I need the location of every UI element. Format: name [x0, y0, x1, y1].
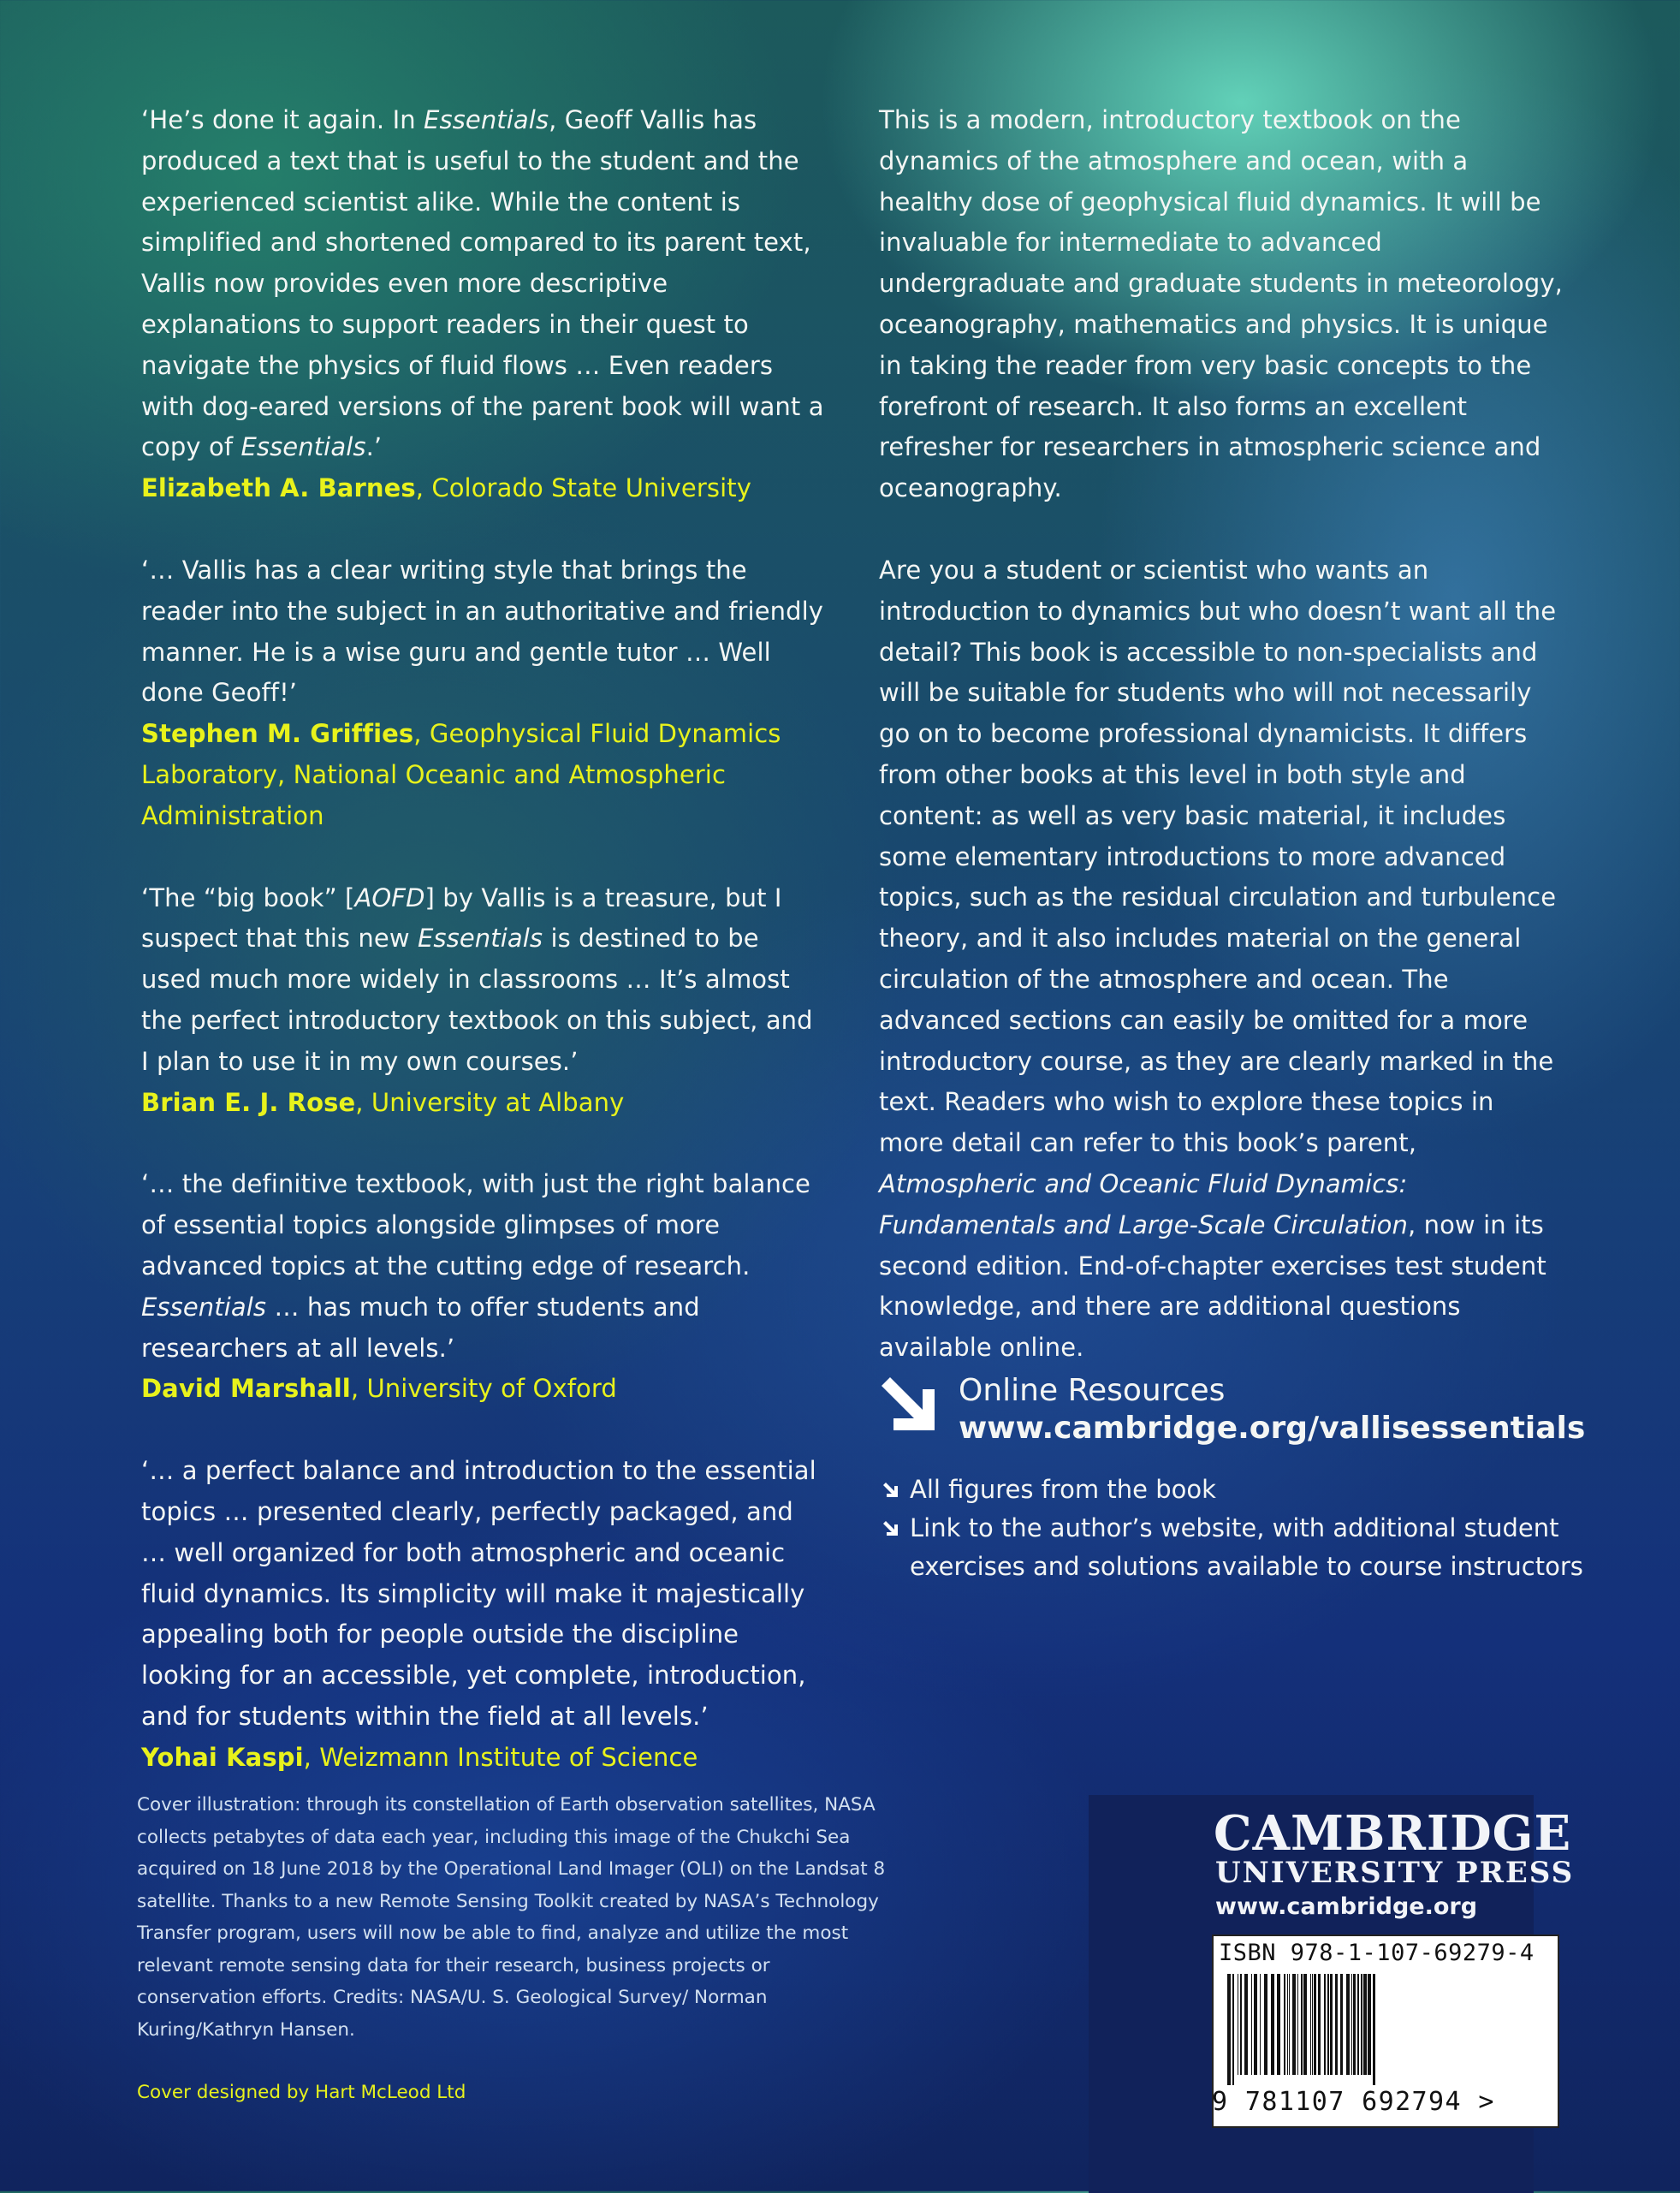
endorsement-quote: ‘… the definitive textbook, with just the right balance of essential topics alongside glimpses of more advanced topics at the cutting edge of research. Essentials … has much to offer students and researchers at all levels.’ David Marshall, University of Oxford [141, 1169, 810, 1404]
online-resources-title: Online Resources [959, 1373, 1226, 1408]
publisher-name: CAMBRIDGE [1214, 1805, 1572, 1862]
barcode-bar [1361, 1974, 1362, 2075]
barcode-bar [1346, 1974, 1350, 2075]
description-paragraph [879, 550, 1564, 1369]
barcode-bar [1244, 1974, 1248, 2075]
italic-text: Essentials [424, 105, 549, 134]
italic-text: AOFD [354, 883, 425, 912]
text-run: ‘… the definitive textbook, with just the right balance of essential topics alongside glimpses of more advanced topics at the cutting edge of research. [141, 1169, 810, 1281]
italic-text: Essentials [141, 1292, 267, 1322]
text-run: ] by Vallis is a treasure, but I suspect that this new [141, 883, 782, 954]
endorser-affiliation: University of Oxford [366, 1374, 617, 1404]
italic-text: Atmospheric and Oceanic Fluid Dynamics: Fundamentals and Large-Scale Circulation [879, 1168, 1408, 1239]
arrow-down-right-icon [875, 1372, 936, 1437]
endorsement-quote: ‘… Vallis has a clear writing style that brings the reader into the subject in an authoritative and friendly manner. He is a wise guru and gentle tutor … Well done Geoff!’ Stephen M. Griffies, Geophysical Fluid Dynamics Laboratory, National Oceanic and Atmospheric Administration [141, 555, 824, 830]
text-run: , now in its second edition. End-of-chapter exercises test student knowledge, and there are additional questions available online. [879, 1209, 1546, 1363]
description-paragraph [879, 100, 1564, 509]
barcode-bar [1312, 1974, 1313, 2075]
barcode-bar [1368, 1974, 1371, 2075]
barcode-bar [1264, 1974, 1267, 2075]
endorser-affiliation: University at Albany [371, 1087, 625, 1117]
endorser-name: Stephen M. Griffies [141, 719, 414, 749]
list-item [882, 1471, 1583, 1509]
list-item [882, 1509, 1583, 1586]
endorser-affiliation: Geophysical Fluid Dynamics Laboratory, National Oceanic and Atmospheric Administration [141, 719, 781, 830]
barcode-bar [1232, 1974, 1234, 2085]
barcode-bar [1251, 1974, 1252, 2075]
barcode-bar [1297, 1974, 1298, 2075]
cover-credits: Cover illustration: through its constellation of Earth observation satellites, NASA collects petabytes of data each year, including this image of the Chukchi Sea acquired on 18 June 2018 by the Operational Land Imager (OLI) on the Landsat 8 satellite. Thanks to a new Remote Sensing Toolkit created by NASA’s Technology Transfer program, users will now be able to find, analyze and utilize the most relevant remote sensing data for their research, business projects or conservation efforts. Credits: NASA/U. S. Geological Survey/ Norman Kuring/Kathryn Hansen. [137, 1794, 886, 2041]
italic-text: Essentials [240, 432, 366, 462]
barcode-bar [1335, 1974, 1338, 2075]
endorser-affiliation: Colorado State University [431, 473, 751, 503]
resource-list [882, 1471, 1583, 1586]
arrow-down-right-icon [882, 1481, 900, 1500]
barcode-bar [1318, 1974, 1321, 2075]
barcode-bar [1373, 1974, 1375, 2085]
endorser-name: Brian E. J. Rose [141, 1087, 356, 1117]
barcode-bar [1240, 1974, 1242, 2075]
barcode-image [1224, 1974, 1542, 2085]
barcode-bar [1271, 1974, 1274, 2075]
isbn-digits: 9 781107 692794 > [1212, 2087, 1495, 2117]
barcode-bar [1330, 1974, 1333, 2075]
publisher-url: www.cambridge.org [1215, 1893, 1478, 1920]
endorser-name: Elizabeth A. Barnes [141, 473, 416, 503]
barcode-bar [1284, 1974, 1285, 2075]
description-column [879, 100, 1564, 1410]
barcode-bar [1314, 1974, 1316, 2075]
barcode-bar [1277, 1974, 1280, 2075]
text-run: … has much to offer students and researchers at all levels.’ [141, 1292, 700, 1363]
text-run: ‘The “big book” [ [141, 883, 355, 912]
barcode-bar [1340, 1974, 1343, 2075]
text-run: ‘… a perfect balance and introduction to the essential topics … presented clearly, perfectly packaged, and … well organized for both atmospheric and oceanic fluid dynamics. Its simplicity will make it majestically appealing both for people outside the discipline looking for an accessible, yet complete, introduction, and for students within the field at all levels.’ [141, 1456, 816, 1731]
resource-item-text: All figures from the book [910, 1475, 1216, 1504]
barcode-bar [1292, 1974, 1296, 2075]
barcode-bar [1260, 1974, 1261, 2075]
endorsement-quote: ‘The “big book” [AOFD] by Vallis is a treasure, but I suspect that this new Essentials is destined to be used much more widely in classrooms … It’s almost the perfect introductory textbook on this subject, and I plan to use it in my own courses.’ Brian E. J. Rose, University at Albany [141, 883, 813, 1117]
cover-designer: Cover designed by Hart McLeod Ltd [137, 2082, 466, 2103]
endorsements-column [141, 100, 826, 1819]
barcode-bar [1324, 1974, 1326, 2075]
text-run: This is a modern, introductory textbook on the dynamics of the atmosphere and ocean, with a healthy dose of geophysical fluid dynamics. It will be invaluable for intermediate to advanced undergraduate and graduate students in meteorology, oceanography, mathematics and physics. It is unique in taking the reader from very basic concepts to the forefront of research. It also forms an excellent refresher for researchers in atmospheric science and oceanography. [879, 105, 1563, 503]
text-run: , Geoff Vallis has produced a text that is useful to the student and the experienced scientist alike. While the content is simplified and shortened compared to its parent text, Vallis now provides even more descriptive explanations to support readers in their quest to navigate the physics of fluid flows … Even readers with dog-eared versions of the parent book will want a copy of [141, 105, 824, 462]
barcode-bar [1301, 1974, 1303, 2075]
barcode-bar [1357, 1974, 1359, 2075]
barcode-bar [1303, 1974, 1307, 2075]
publisher-subtitle: UNIVERSITY PRESS [1215, 1856, 1575, 1890]
barcode-bar [1287, 1974, 1288, 2075]
text-run: ‘He’s done it again. In [141, 105, 424, 134]
text-run: ‘… Vallis has a clear writing style that brings the reader into the subject in an authoritative and friendly manner. He is a wise guru and gentle tutor … Well done Geoff!’ [141, 555, 824, 708]
barcode-bar [1254, 1974, 1257, 2075]
barcode-bar [1289, 1974, 1290, 2075]
endorsement-quote: ‘… a perfect balance and introduction to the essential topics … presented clearly, perfectly packaged, and … well organized for both atmospheric and oceanic fluid dynamics. Its simplicity will make it majestically appealing both for people outside the discipline looking for an accessible, yet complete, introduction, and for students within the field at all levels.’ Yohai Kaspi, Weizmann Institute of Science [141, 1456, 816, 1772]
barcode-bar [1351, 1974, 1352, 2075]
online-resources-url[interactable]: www.cambridge.org/vallisessentials [959, 1411, 1586, 1446]
endorsement-quote: ‘He’s done it again. In Essentials, Geoff Vallis has produced a text that is useful to the student and the experienced scientist alike. While the content is simplified and shortened compared to its parent text, Vallis now provides even more descriptive explanations to support readers in their quest to navigate the physics of fluid flows … Even readers with dog-eared versions of the parent book will want a copy of Essentials.’ Elizabeth A. Barnes, Colorado State University [141, 105, 824, 503]
text-run: .’ [365, 432, 383, 462]
endorser-name: David Marshall [141, 1374, 351, 1404]
endorser-affiliation: Weizmann Institute of Science [319, 1742, 698, 1772]
text-run: is destined to be used much more widely in classrooms … It’s almost the perfect introductory textbook on this subject, and I plan to use it in my own courses.’ [141, 924, 813, 1076]
endorser-name: Yohai Kaspi [141, 1742, 304, 1772]
isbn-label: ISBN 978-1-107-69279-4 [1219, 1940, 1535, 1966]
barcode-bar [1363, 1974, 1367, 2075]
barcode-bar [1310, 1974, 1311, 2075]
barcode-bar [1353, 1974, 1356, 2075]
arrow-down-right-icon [882, 1519, 900, 1538]
resource-item-text: Link to the author’s website, with additional student exercises and solutions available to course instructors [910, 1513, 1583, 1581]
italic-text: Essentials [417, 924, 543, 954]
text-run: Are you a student or scientist who wants an introduction to dynamics but who doesn’t want all the detail? This book is accessible to non-specialists and will be suitable for students who will not necessarily go on to become professional dynamicists. It differs from other books at this level in both style and content: as well as very basic material, it includes some elementary introductions to more advanced topics, such as the residual circulation and turbulence theory, and it also includes material on the general circulation of the atmosphere and ocean. The advanced sections can easily be omitted for a more introductory course, as they are clearly marked in the text. Readers who wish to explore these topics in more detail can refer to this book’s parent, [879, 555, 1557, 1158]
barcode-bar [1327, 1974, 1329, 2075]
barcode-bar [1227, 1974, 1231, 2085]
